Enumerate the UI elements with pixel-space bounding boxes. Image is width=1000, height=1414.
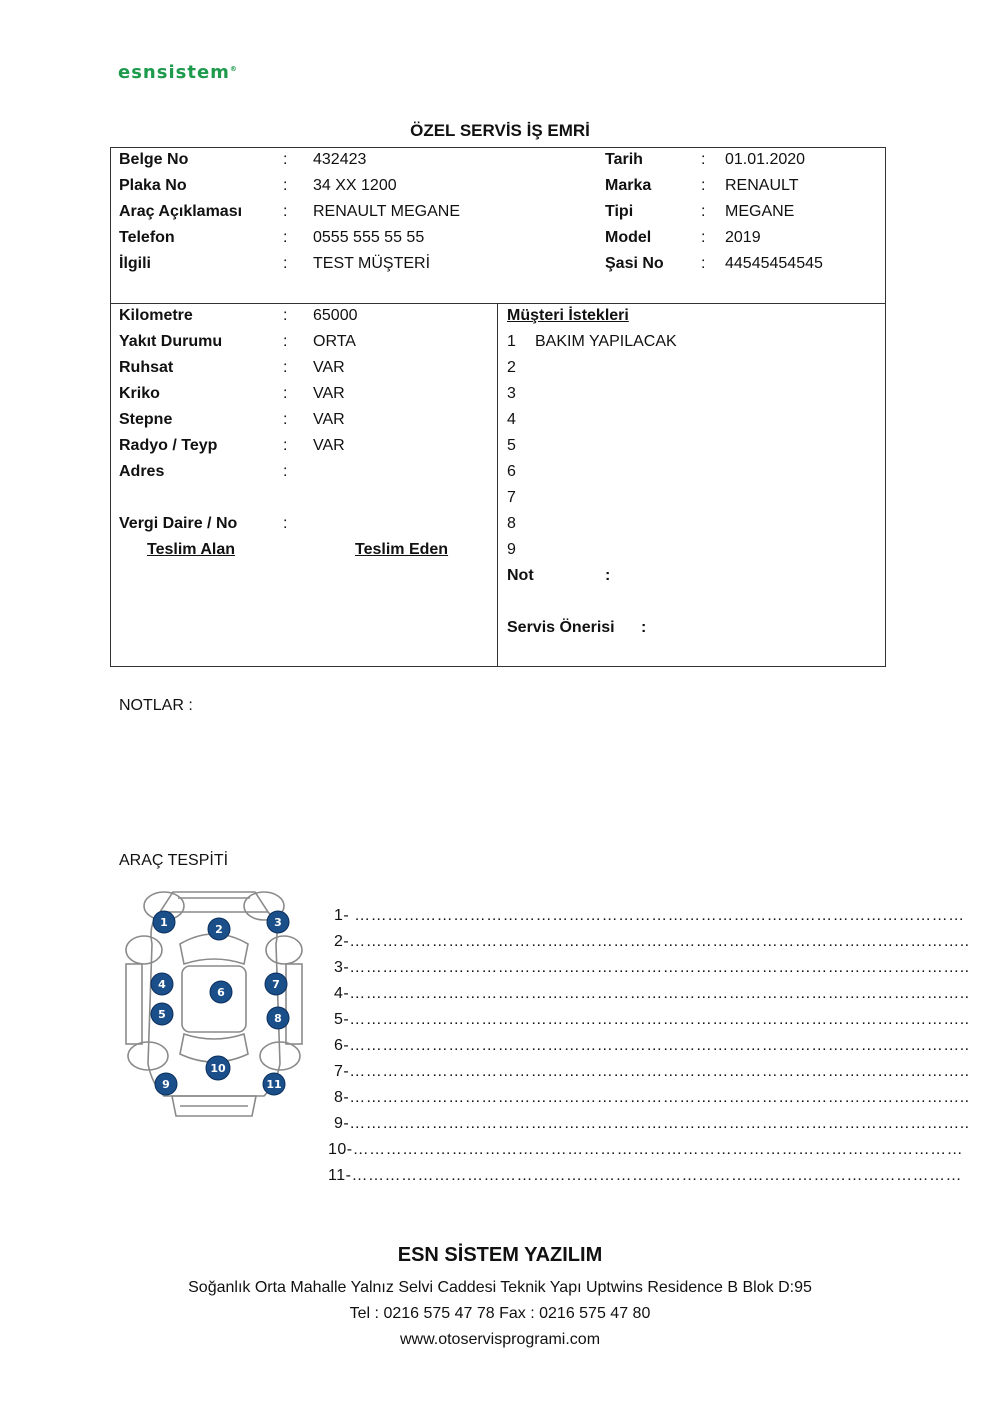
- request-number: 6: [507, 463, 516, 480]
- inspection-line: 3-…………………………………………………………………………………………………..: [334, 959, 970, 976]
- field-value: TEST MÜŞTERİ: [313, 255, 431, 272]
- marker-9: [155, 1073, 177, 1095]
- field-value: 34 XX 1200: [313, 177, 397, 194]
- marker-6: [210, 981, 232, 1003]
- field-value: 44545454545: [725, 255, 823, 272]
- field-label: Ruhsat: [119, 359, 174, 376]
- footer-contact: Tel : 0216 575 47 78 Fax : 0216 575 47 80: [349, 1305, 651, 1322]
- field-value: VAR: [313, 437, 345, 454]
- inspection-line: 11-…………………………………………………………………………………………………: [328, 1167, 962, 1184]
- field-colon: :: [283, 359, 288, 376]
- field-colon: :: [283, 229, 288, 246]
- request-number: 5: [507, 437, 516, 454]
- request-number: 3: [507, 385, 516, 402]
- field-label: Belge No: [119, 151, 189, 168]
- marker-10: [206, 1056, 230, 1080]
- field-value: VAR: [313, 411, 345, 428]
- inspection-line: 1- …………………………………………………………………………………………………: [334, 907, 965, 924]
- car-damage-diagram: [118, 884, 310, 1120]
- field-value: 2019: [725, 229, 761, 246]
- marker-1: [153, 911, 175, 933]
- request-number: 2: [507, 359, 516, 376]
- field-colon: :: [641, 619, 647, 636]
- requests-title: Müşteri İstekleri: [507, 307, 629, 324]
- note-label: Not: [507, 567, 534, 584]
- marker-number: 5: [158, 1008, 166, 1021]
- notes-label: NOTLAR :: [119, 697, 193, 714]
- request-number: 7: [507, 489, 516, 506]
- field-value: VAR: [313, 385, 345, 402]
- inspection-line: 9-…………………………………………………………………………………………………..: [334, 1115, 970, 1132]
- marker-number: 10: [210, 1062, 226, 1075]
- field-label: Kilometre: [119, 307, 193, 324]
- inspection-lines: [328, 903, 970, 1189]
- marker-number: 4: [158, 978, 166, 991]
- marker-3: [267, 911, 289, 933]
- field-colon: :: [701, 229, 706, 246]
- inspection-line: 8-…………………………………………………………………………………………………..: [334, 1089, 970, 1106]
- field-colon: :: [283, 151, 288, 168]
- field-label: Tipi: [605, 203, 634, 220]
- field-value: 65000: [313, 307, 358, 324]
- field-label: Adres: [119, 463, 165, 480]
- field-colon: :: [605, 567, 611, 584]
- receiver-label: Teslim Alan: [147, 541, 236, 558]
- footer-company-name: ESN SİSTEM YAZILIM: [397, 1244, 603, 1266]
- marker-number: 1: [160, 916, 168, 929]
- logo-registered-mark: ®: [229, 65, 238, 73]
- field-value: 432423: [313, 151, 367, 168]
- marker-2: [208, 918, 230, 940]
- inspection-line: 5-…………………………………………………………………………………………………..: [334, 1011, 970, 1028]
- field-label: Tarih: [605, 151, 643, 168]
- field-label: Marka: [605, 177, 652, 194]
- field-colon: :: [283, 411, 288, 428]
- field-colon: :: [283, 255, 288, 272]
- service-suggestion-label: Servis Önerisi: [507, 619, 615, 636]
- marker-number: 11: [266, 1078, 282, 1091]
- form-divider-vertical: [497, 303, 498, 667]
- field-colon: :: [701, 151, 706, 168]
- field-label: Stepne: [119, 411, 173, 428]
- field-colon: :: [701, 255, 706, 272]
- marker-number: 2: [215, 923, 223, 936]
- marker-5: [151, 1003, 173, 1025]
- request-text: BAKIM YAPILACAK: [535, 333, 677, 350]
- marker-number: 7: [272, 978, 280, 991]
- field-value: ORTA: [313, 333, 356, 350]
- company-logo: [118, 62, 238, 83]
- tax-office-label: Vergi Daire / No: [119, 515, 238, 532]
- request-number: 9: [507, 541, 516, 558]
- marker-11: [263, 1073, 285, 1095]
- marker-number: 8: [274, 1012, 282, 1025]
- inspection-line: 6-…………………………………………………………………………………………………..: [334, 1037, 970, 1054]
- field-colon: :: [283, 307, 288, 324]
- field-label: Şasi No: [605, 255, 664, 272]
- field-value: VAR: [313, 359, 345, 376]
- inspection-line: 4-…………………………………………………………………………………………………..: [334, 985, 970, 1002]
- footer-address: Soğanlık Orta Mahalle Yalnız Selvi Caddesi Teknik Yapı Uptwins Residence B Blok D:95: [188, 1279, 812, 1296]
- footer-website: www.otoservisprogrami.com: [399, 1331, 601, 1348]
- marker-number: 9: [162, 1078, 170, 1091]
- deliverer-label: Teslim Eden: [355, 541, 449, 558]
- field-value: MEGANE: [725, 203, 795, 220]
- marker-number: 3: [274, 916, 282, 929]
- field-colon: :: [283, 177, 288, 194]
- field-label: Yakıt Durumu: [119, 333, 223, 350]
- field-value: 0555 555 55 55: [313, 229, 425, 246]
- inspection-line: 2-…………………………………………………………………………………………………..: [334, 933, 970, 950]
- field-label: Plaka No: [119, 177, 187, 194]
- field-colon: :: [283, 385, 288, 402]
- marker-8: [267, 1007, 289, 1029]
- marker-7: [265, 973, 287, 995]
- field-label: Araç Açıklaması: [119, 203, 243, 220]
- request-number: 4: [507, 411, 516, 428]
- field-label: İlgili: [119, 255, 151, 272]
- field-colon: :: [283, 437, 288, 454]
- field-value: 01.01.2020: [725, 151, 806, 168]
- field-value: RENAULT MEGANE: [313, 203, 460, 220]
- request-number: 8: [507, 515, 516, 532]
- field-colon: :: [283, 463, 288, 480]
- request-number: 1: [507, 333, 516, 350]
- field-colon: :: [701, 177, 706, 194]
- field-label: Model: [605, 229, 652, 246]
- field-label: Kriko: [119, 385, 160, 402]
- field-value: RENAULT: [725, 177, 799, 194]
- marker-number: 6: [217, 986, 225, 999]
- inspection-line: 7-…………………………………………………………………………………………………..: [334, 1063, 970, 1080]
- field-colon: :: [701, 203, 706, 220]
- form-divider-horizontal: [110, 303, 886, 304]
- field-label: Telefon: [119, 229, 175, 246]
- marker-4: [151, 973, 173, 995]
- work-order-form: [110, 147, 886, 667]
- field-colon: :: [283, 515, 288, 532]
- inspection-line: 10-…………………………………………………………………………………………………: [328, 1141, 964, 1158]
- logo-text: esnsistem: [118, 62, 230, 83]
- field-colon: :: [283, 203, 288, 220]
- inspection-label: ARAÇ TESPİTİ: [119, 852, 229, 869]
- field-label: Radyo / Teyp: [119, 437, 218, 454]
- document-title: ÖZEL SERVİS İŞ EMRİ: [410, 121, 590, 140]
- field-colon: :: [283, 333, 288, 350]
